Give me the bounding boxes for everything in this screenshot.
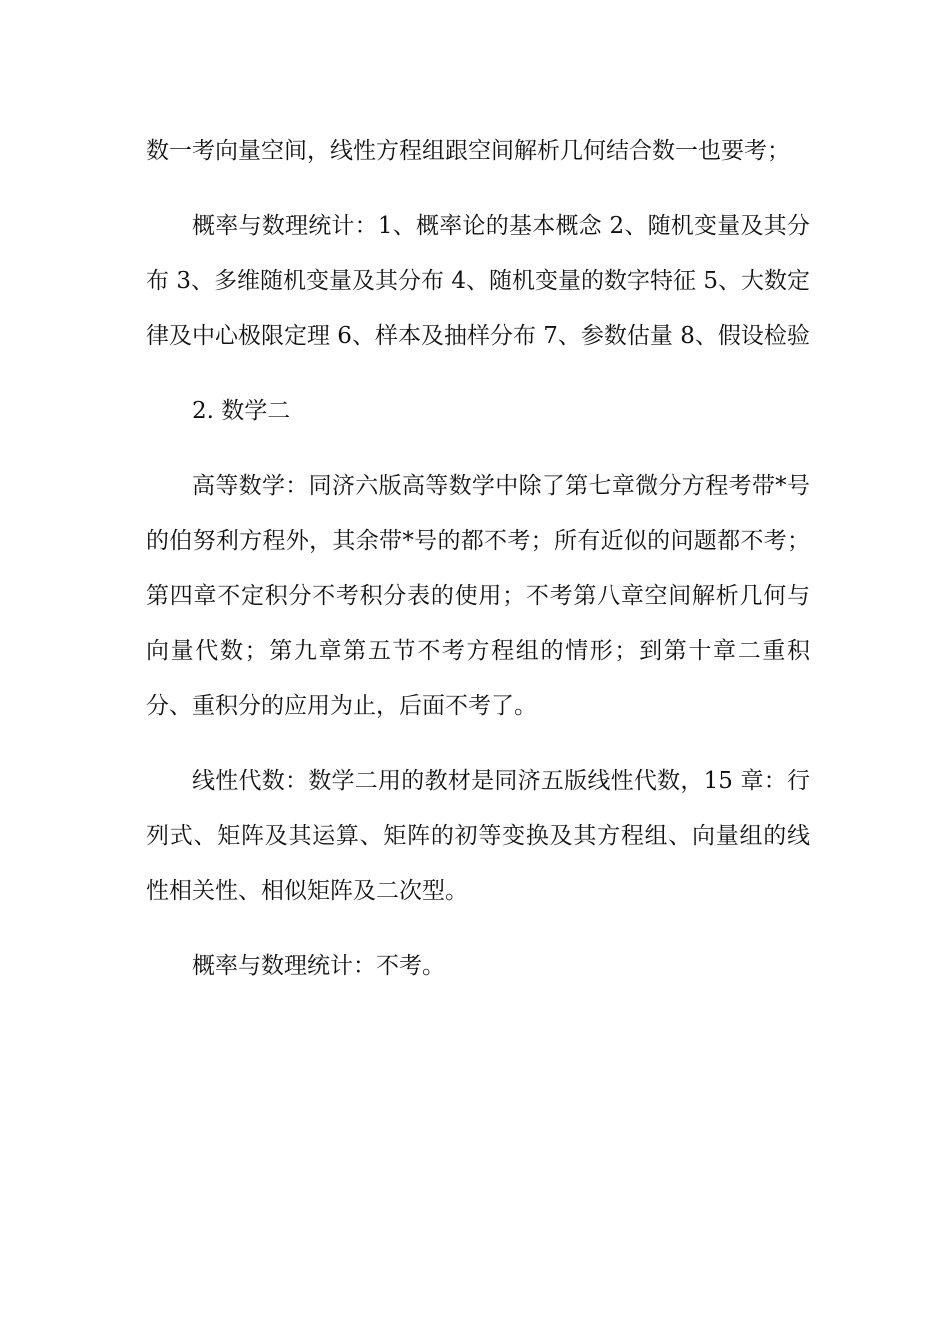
paragraph-probability-math2: 概率与数理统计：不考。 (192, 953, 445, 979)
section-heading-math2: 2. 数学二 (192, 398, 291, 424)
paragraph-advanced-math-math2: 高等数学：同济六版高等数学中除了第七章微分方程考带*号的伯努利方程外，其余带*号的都不考；所有近似的问题都不考；第四章不定积分不考积分表的使用；不考第八章空间解析几何与向量代数；第九章第五节不考方程组的情形；到第十章二重积分、重积分的应用为止，后面不考了。 (146, 473, 810, 719)
paragraph-linear-algebra-math2: 线性代数：数学二用的教材是同济五版线性代数，15 章：行列式、矩阵及其运算、矩阵的初等变换及其方程组、向量组的线性相关性、相似矩阵及二次型。 (146, 768, 810, 904)
paragraph-probability-math1: 概率与数理统计：1、概率论的基本概念 2、随机变量及其分布 3、多维随机变量及其分布 4、随机变量的数字特征 5、大数定律及中心极限定理 6、样本及抽样分布 7、参数估量 8、假设检验 (146, 213, 810, 349)
document-body (146, 124, 810, 1014)
paragraph-math1-vector-space: 数一考向量空间，线性方程组跟空间解析几何结合数一也要考； (146, 138, 790, 164)
